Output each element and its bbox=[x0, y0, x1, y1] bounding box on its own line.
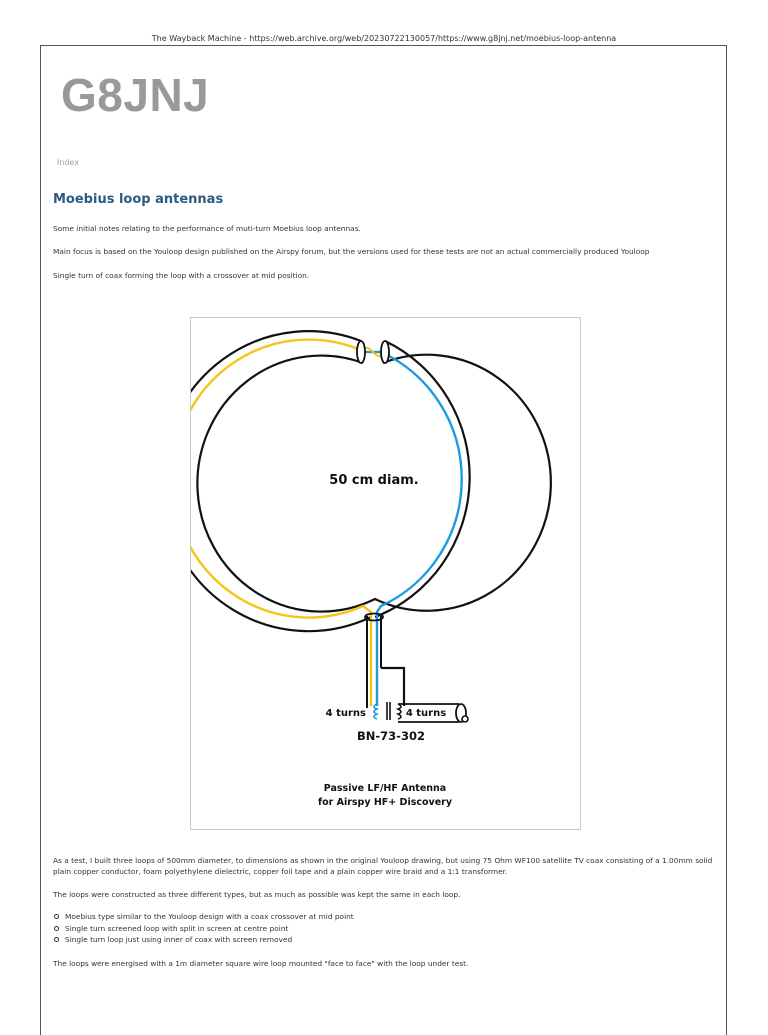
page-title: Moebius loop antennas bbox=[53, 192, 224, 207]
caption-line-1: Passive LF/HF Antenna bbox=[323, 783, 447, 794]
intro-paragraph-2: Main focus is based on the Youloop design published on the Airspy forum, but the versions used for these tests are not an actual commercially produced Youloop bbox=[53, 247, 650, 256]
antenna-diagram bbox=[190, 317, 581, 830]
nav-index-link[interactable]: Index bbox=[57, 158, 80, 167]
braid-lead bbox=[381, 668, 404, 706]
diameter-label: 50 cm diam. bbox=[329, 473, 419, 488]
intro-paragraph-3: Single turn of coax forming the loop with a crossover at mid position. bbox=[53, 271, 310, 280]
energised-paragraph: The loops were energised with a 1m diameter square wire loop mounted "face to face" with the loop under test. bbox=[53, 959, 469, 968]
loop-types-list bbox=[53, 911, 354, 946]
coax-end-right bbox=[381, 341, 389, 363]
output-connector bbox=[462, 716, 468, 722]
list-item: Single turn loop just using inner of coax with screen removed bbox=[53, 934, 354, 946]
intro-paragraph-1: Some initial notes relating to the performance of muti-turn Moebius loop antennas. bbox=[53, 224, 361, 233]
test-paragraph: As a test, I built three loops of 500mm diameter, to dimensions as shown in the original Youloop drawing, but using 75 Ohm WF100 satellite TV coax consisting of a 1.00mm solid plain copper conductor, foam polyethylene dielectric, copper foil tape and a plain copper wire braid and a 1:1 transformer. bbox=[53, 856, 713, 876]
core-label: BN-73-302 bbox=[357, 729, 425, 743]
caption-line-2: for Airspy HF+ Discovery bbox=[317, 797, 453, 808]
antenna-diagram-svg bbox=[191, 318, 580, 829]
list-item: Moebius type similar to the Youloop design with a coax crossover at mid point bbox=[53, 911, 354, 923]
types-paragraph: The loops were constructed as three different types, but as much as possible was kept the same in each loop. bbox=[53, 890, 461, 899]
secondary-winding bbox=[398, 704, 401, 719]
list-item: Single turn screened loop with split in screen at centre point bbox=[53, 923, 354, 935]
coax-end-left bbox=[357, 341, 365, 363]
site-title-link[interactable]: G8JNJ bbox=[61, 69, 210, 121]
wayback-banner: The Wayback Machine - https://web.archive.org/web/20230722130057/https://www.g8jnj.net/moebius-loop-antenna bbox=[151, 34, 617, 43]
primary-winding bbox=[374, 704, 377, 719]
yellow-conductor bbox=[191, 340, 371, 706]
turns-right-label: 4 turns bbox=[405, 708, 447, 719]
turns-left-label: 4 turns bbox=[325, 708, 366, 719]
blue-conductor bbox=[377, 352, 462, 706]
